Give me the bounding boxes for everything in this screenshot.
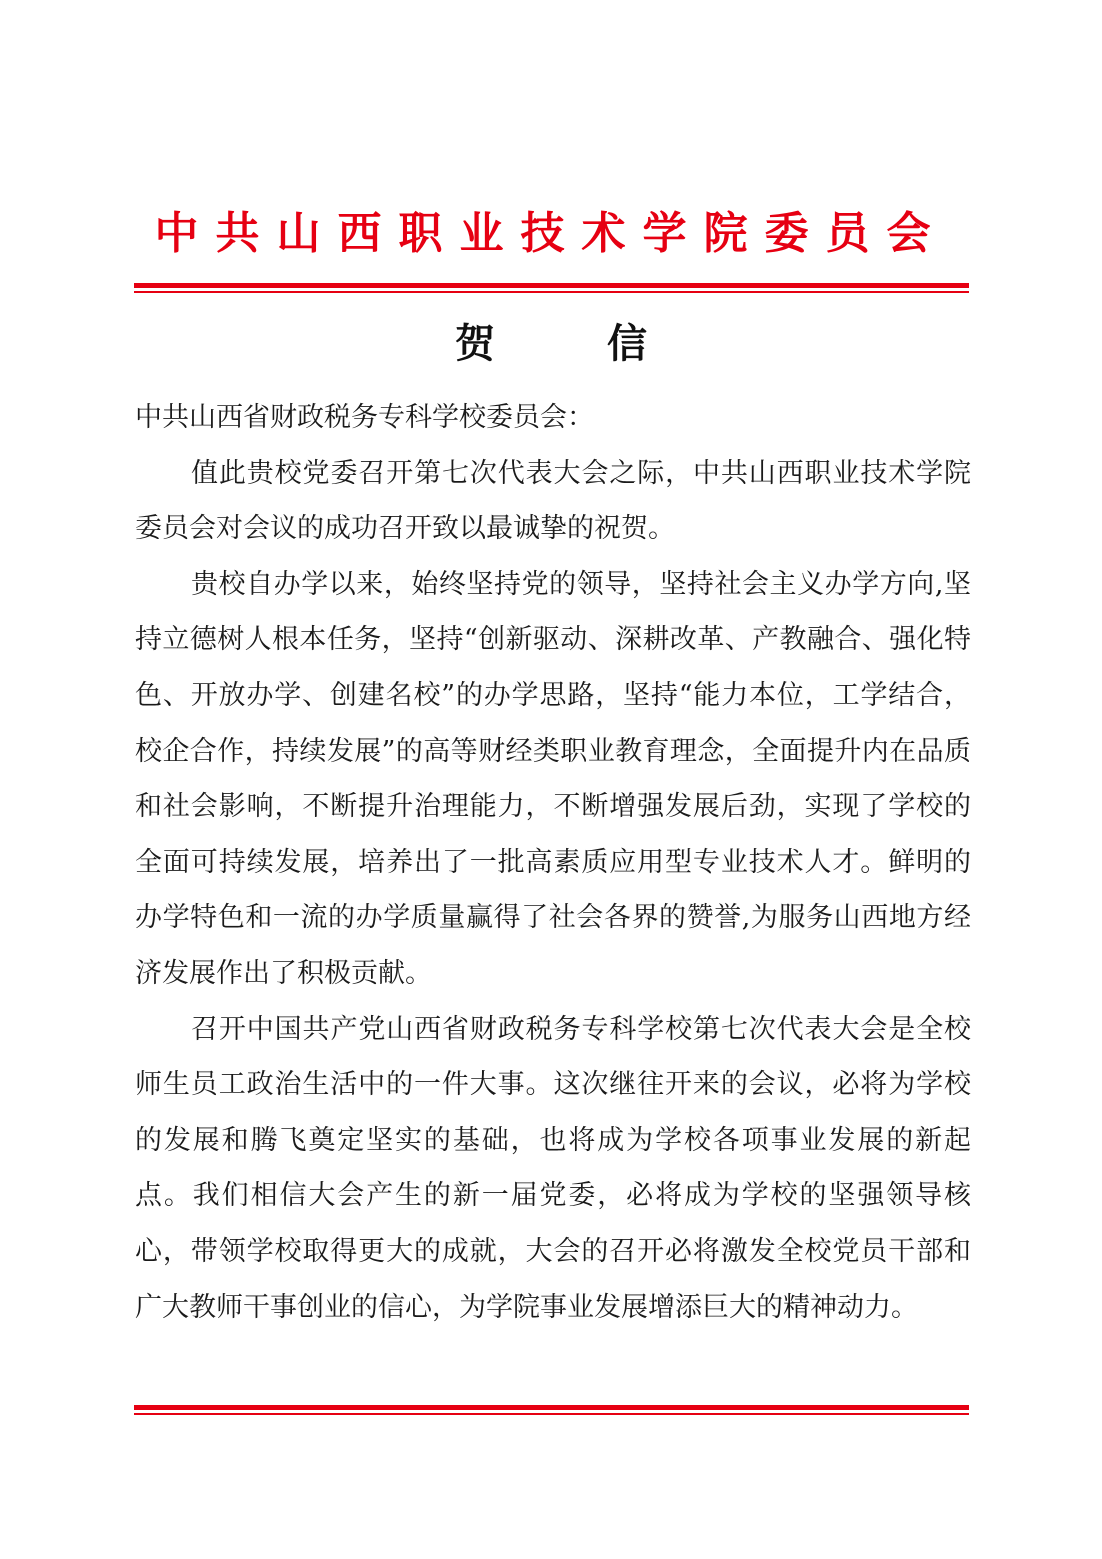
document-title-char-2: 信 bbox=[607, 320, 647, 367]
paragraph-significance: 召开中国共产党山西省财政税务专科学校第七次代表大会是全校师生员工政治生活中的一件大事。这次继往开来的会议，必将为学校的发展和腾飞奠定坚实的基础，也将成为学校各项事业发展的新起点。我们相信大会产生的新一届党委，必将成为学校的坚强领导核心，带领学校取得更大的成就，大会的召开必将激发全校党员干部和广大教师干事创业的信心，为学院事业发展增添巨大的精神动力。 bbox=[135, 1013, 971, 1323]
letter-body bbox=[135, 390, 971, 1335]
letterhead-bottom-divider bbox=[134, 1405, 969, 1415]
paragraph-congratulation: 值此贵校党委召开第七次代表大会之际，中共山西职业技术学院委员会对会议的成功召开致以最诚挚的祝贺。 bbox=[135, 457, 971, 545]
paragraph-achievements: 贵校自办学以来，始终坚持党的领导，坚持社会主义办学方向,坚持立德树人根本任务，坚持“创新驱动、深耕改革、产教融合、强化特色、开放办学、创建名校”的办学思路，坚持“能力本位，工学结合，校企合作，持续发展”的高等财经类职业教育理念，全面提升内在品质和社会影响，不断提升治理能力，不断增强发展后劲，实现了学校的全面可持续发展，培养出了一批高素质应用型专业技术人才。鲜明的办学特色和一流的办学质量赢得了社会各界的赞誉,为服务山西地方经济发展作出了积极贡献。 bbox=[135, 568, 971, 989]
letterhead-org-name: 中共山西职业技术学院委员会 bbox=[154, 208, 948, 259]
letterhead-top-divider bbox=[134, 283, 969, 293]
document-title bbox=[134, 314, 968, 374]
document-title-char-1: 贺 bbox=[455, 320, 495, 367]
salutation: 中共山西省财政税务专科学校委员会： bbox=[135, 402, 594, 433]
